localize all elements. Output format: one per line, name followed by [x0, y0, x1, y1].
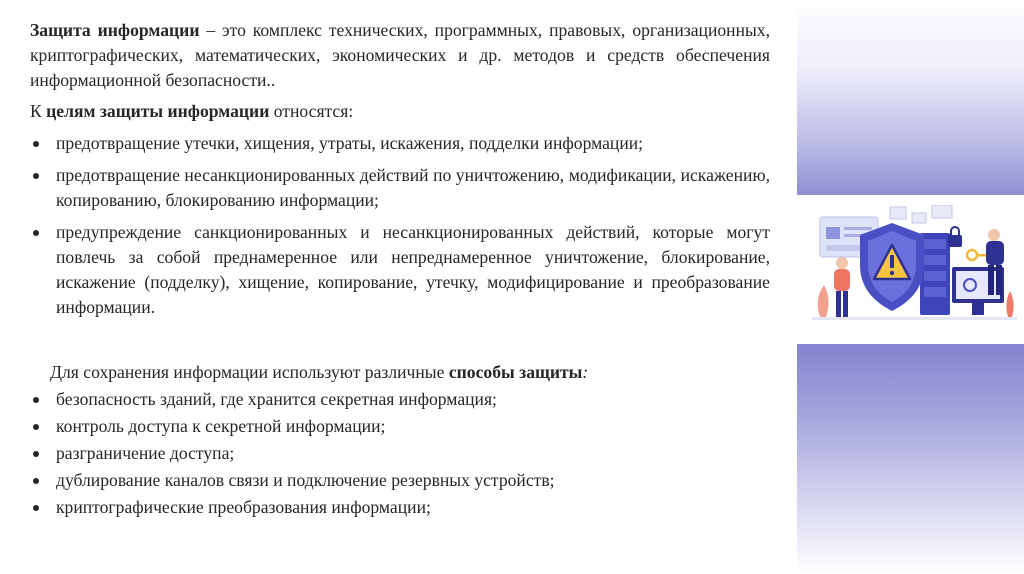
plant-right [1006, 291, 1013, 317]
goals-suffix: относятся: [269, 101, 354, 121]
person-right [988, 229, 1000, 241]
methods-list [30, 387, 770, 520]
key-icon [967, 250, 977, 260]
list-item: безопасность зданий, где хранится секретная информация; [30, 387, 770, 412]
list-item: предотвращение несанкционированных действий по уничтожению, модификации, искажению, копированию, блокированию информации; [30, 163, 770, 213]
user-card-icon [826, 227, 840, 239]
definition-text: – это комплекс технических, программных, правовых, организационных, криптографических, математических, экономических и др. методов и средств обеспечения информационной безопасности.. [30, 20, 771, 90]
plant-left [818, 285, 829, 317]
methods-bold: способы защиты [448, 362, 583, 382]
list-item: дублирование каналов связи и подключение резервных устройств; [30, 468, 770, 493]
goals-bold: целям защиты информации [46, 101, 270, 121]
methods-heading [30, 360, 770, 385]
person-left [836, 257, 848, 269]
methods-prefix: Для сохранения информации используют различные [50, 362, 449, 382]
content-column [30, 18, 770, 520]
list-item: контроль доступа к секретной информации; [30, 414, 770, 439]
floor-line [812, 317, 1017, 320]
decorative-gradient-bottom [797, 344, 1024, 574]
goals-heading [30, 99, 770, 124]
goals-prefix: К [30, 101, 47, 121]
goals-list [30, 131, 770, 320]
list-item: разграничение доступа; [30, 441, 770, 466]
methods-suffix: : [582, 362, 589, 382]
definition-term: Защита информации [30, 20, 200, 40]
list-item: предупреждение санкционированных и несанкционированных действий, которые могут повлечь за собой преднамеренное или непреднамеренное уничтожение, блокирование, искажение (подделку), хищение, копирование, утечку, модифицирование и преобразование информации. [30, 220, 770, 320]
list-item: криптографические преобразования информации; [30, 495, 770, 520]
lock-icon [948, 235, 962, 247]
decorative-gradient-top [797, 0, 1024, 195]
list-item: предотвращение утечки, хищения, утраты, искажения, подделки информации; [30, 131, 770, 156]
definition-paragraph [30, 18, 770, 93]
security-illustration [812, 205, 1017, 330]
